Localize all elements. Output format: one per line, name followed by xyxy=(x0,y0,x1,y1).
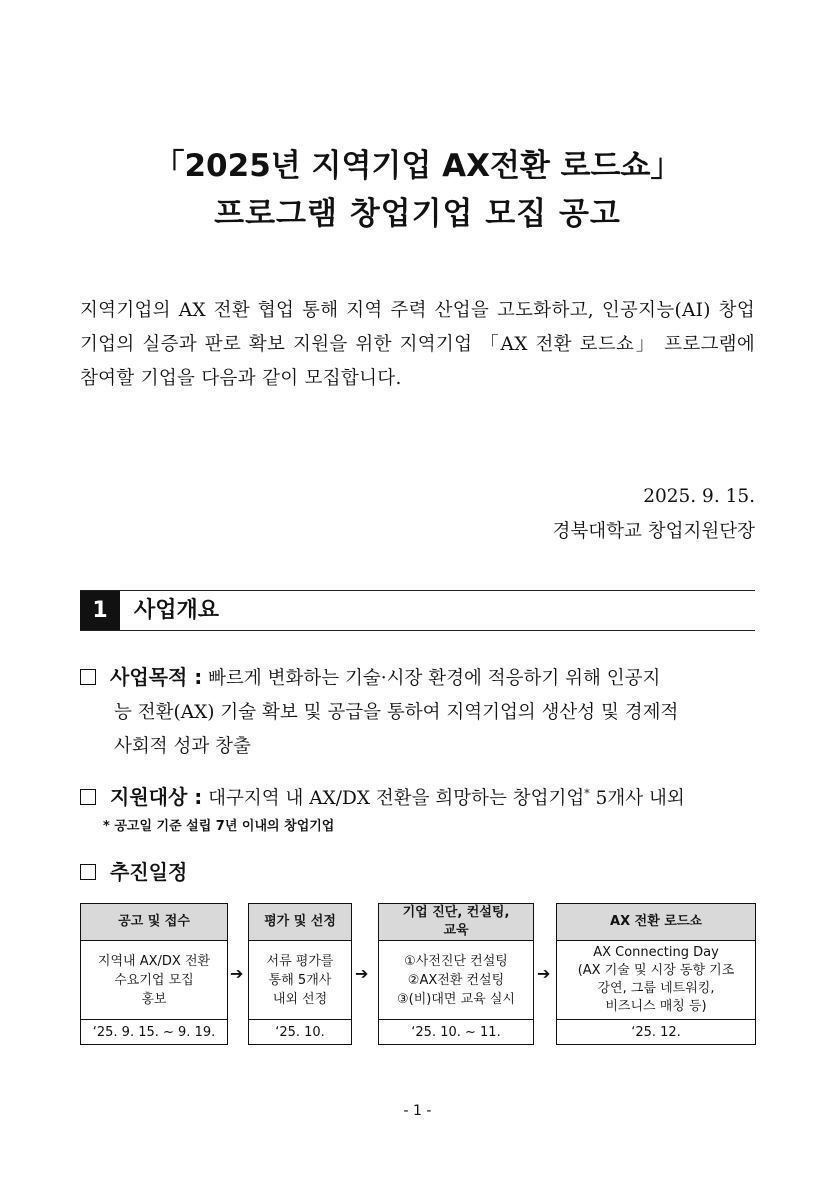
purpose-text-3: 사회적 성과 창출 xyxy=(114,736,251,757)
step-body-line: 강연, 그룹 네트워킹, xyxy=(597,981,715,996)
checkbox-square-icon xyxy=(80,669,96,685)
schedule-step-3 xyxy=(378,903,534,1045)
step-body xyxy=(249,941,351,1020)
step-body-line: 내외 선정 xyxy=(272,991,328,1007)
step-body-line: ①사전진단 컨설팅 xyxy=(404,953,508,969)
section-number: 1 xyxy=(80,591,120,630)
step-date: ‘25. 10. xyxy=(275,1024,325,1040)
step-body-line: ②AX전환 컨설팅 xyxy=(407,972,505,988)
arrow-right-icon: ➔ xyxy=(230,964,244,983)
checkbox-square-icon xyxy=(80,864,96,880)
step-date: ‘25. 10. ~ 11. xyxy=(411,1024,501,1040)
step-body-line: 수요기업 모집 xyxy=(114,972,194,988)
step-date: ‘25. 12. xyxy=(631,1024,681,1040)
purpose-item xyxy=(80,660,755,764)
issuing-organization: 경북대학교 창업지원단장 xyxy=(552,521,755,542)
schedule-item xyxy=(80,855,755,891)
notice-date: 2025. 9. 15. xyxy=(643,486,755,507)
step-body-line: 비즈니스 매칭 등) xyxy=(605,999,707,1014)
step-body-line: (AX 기술 및 시장 동향 기조 xyxy=(577,963,735,978)
purpose-text-1: 빠르게 변화하는 기술·시장 환경에 적응하기 위해 인공지 xyxy=(208,668,661,689)
title-line-1: 「2025년 지역기업 AX전환 로드쇼」 xyxy=(153,148,682,184)
arrow-right-icon: ➔ xyxy=(355,964,369,983)
step-head: AX 전환 로드쇼 xyxy=(557,904,755,941)
target-item xyxy=(80,777,755,816)
step-body-line: 지역내 AX/DX 전환 xyxy=(97,953,211,969)
section-header xyxy=(80,590,755,631)
purpose-label: 사업목적 : xyxy=(110,665,203,689)
schedule-step-4 xyxy=(556,903,756,1045)
target-footnote-mark: * xyxy=(584,787,590,800)
schedule-step-2 xyxy=(248,903,352,1045)
target-text-2: 5개사 내외 xyxy=(589,788,685,810)
purpose-text-2: 능 전환(AX) 기술 확보 및 공급을 통하여 지역기업의 생산성 및 경제적 xyxy=(114,702,679,723)
step-body-line: AX Connecting Day xyxy=(593,945,719,960)
target-footnote: * 공고일 기준 설립 7년 이내의 창업기업 xyxy=(103,819,335,834)
step-body-line: ③(비)대면 교육 실시 xyxy=(397,991,515,1007)
title-line-2: 프로그램 창업기업 모집 공고 xyxy=(214,196,621,232)
target-text: 대구지역 내 AX/DX 전환을 희망하는 창업기업 xyxy=(208,788,585,810)
section-title: 사업개요 xyxy=(134,598,220,623)
step-body-line: 통해 5개사 xyxy=(268,972,332,988)
step-date: ‘25. 9. 15. ~ 9. 19. xyxy=(92,1024,216,1040)
schedule-label: 추진일정 xyxy=(110,860,188,884)
step-head: 공고 및 접수 xyxy=(81,904,227,941)
page-number: - 1 - xyxy=(403,1103,432,1119)
checkbox-square-icon xyxy=(80,789,96,805)
step-body-line: 홍보 xyxy=(141,991,167,1007)
step-body xyxy=(379,941,533,1020)
intro-paragraph: 지역기업의 AX 전환 협업 통해 지역 주력 산업을 고도화하고, 인공지능(AI) 창업기업의 실증과 판로 확보 지원을 위한 지역기업 「AX 전환 로드쇼」 프로그램에 참여할 기업을 다음과 같이 모집합니다. xyxy=(80,300,755,389)
step-body xyxy=(557,941,755,1020)
schedule-step-1 xyxy=(80,903,228,1045)
step-head: 기업 진단, 컨설팅, 교육 xyxy=(379,904,533,941)
arrow-right-icon: ➔ xyxy=(537,964,551,983)
step-head: 평가 및 선정 xyxy=(249,904,351,941)
step-body xyxy=(81,941,227,1020)
step-body-line: 서류 평가를 xyxy=(266,953,334,969)
target-label: 지원대상 : xyxy=(110,785,203,810)
